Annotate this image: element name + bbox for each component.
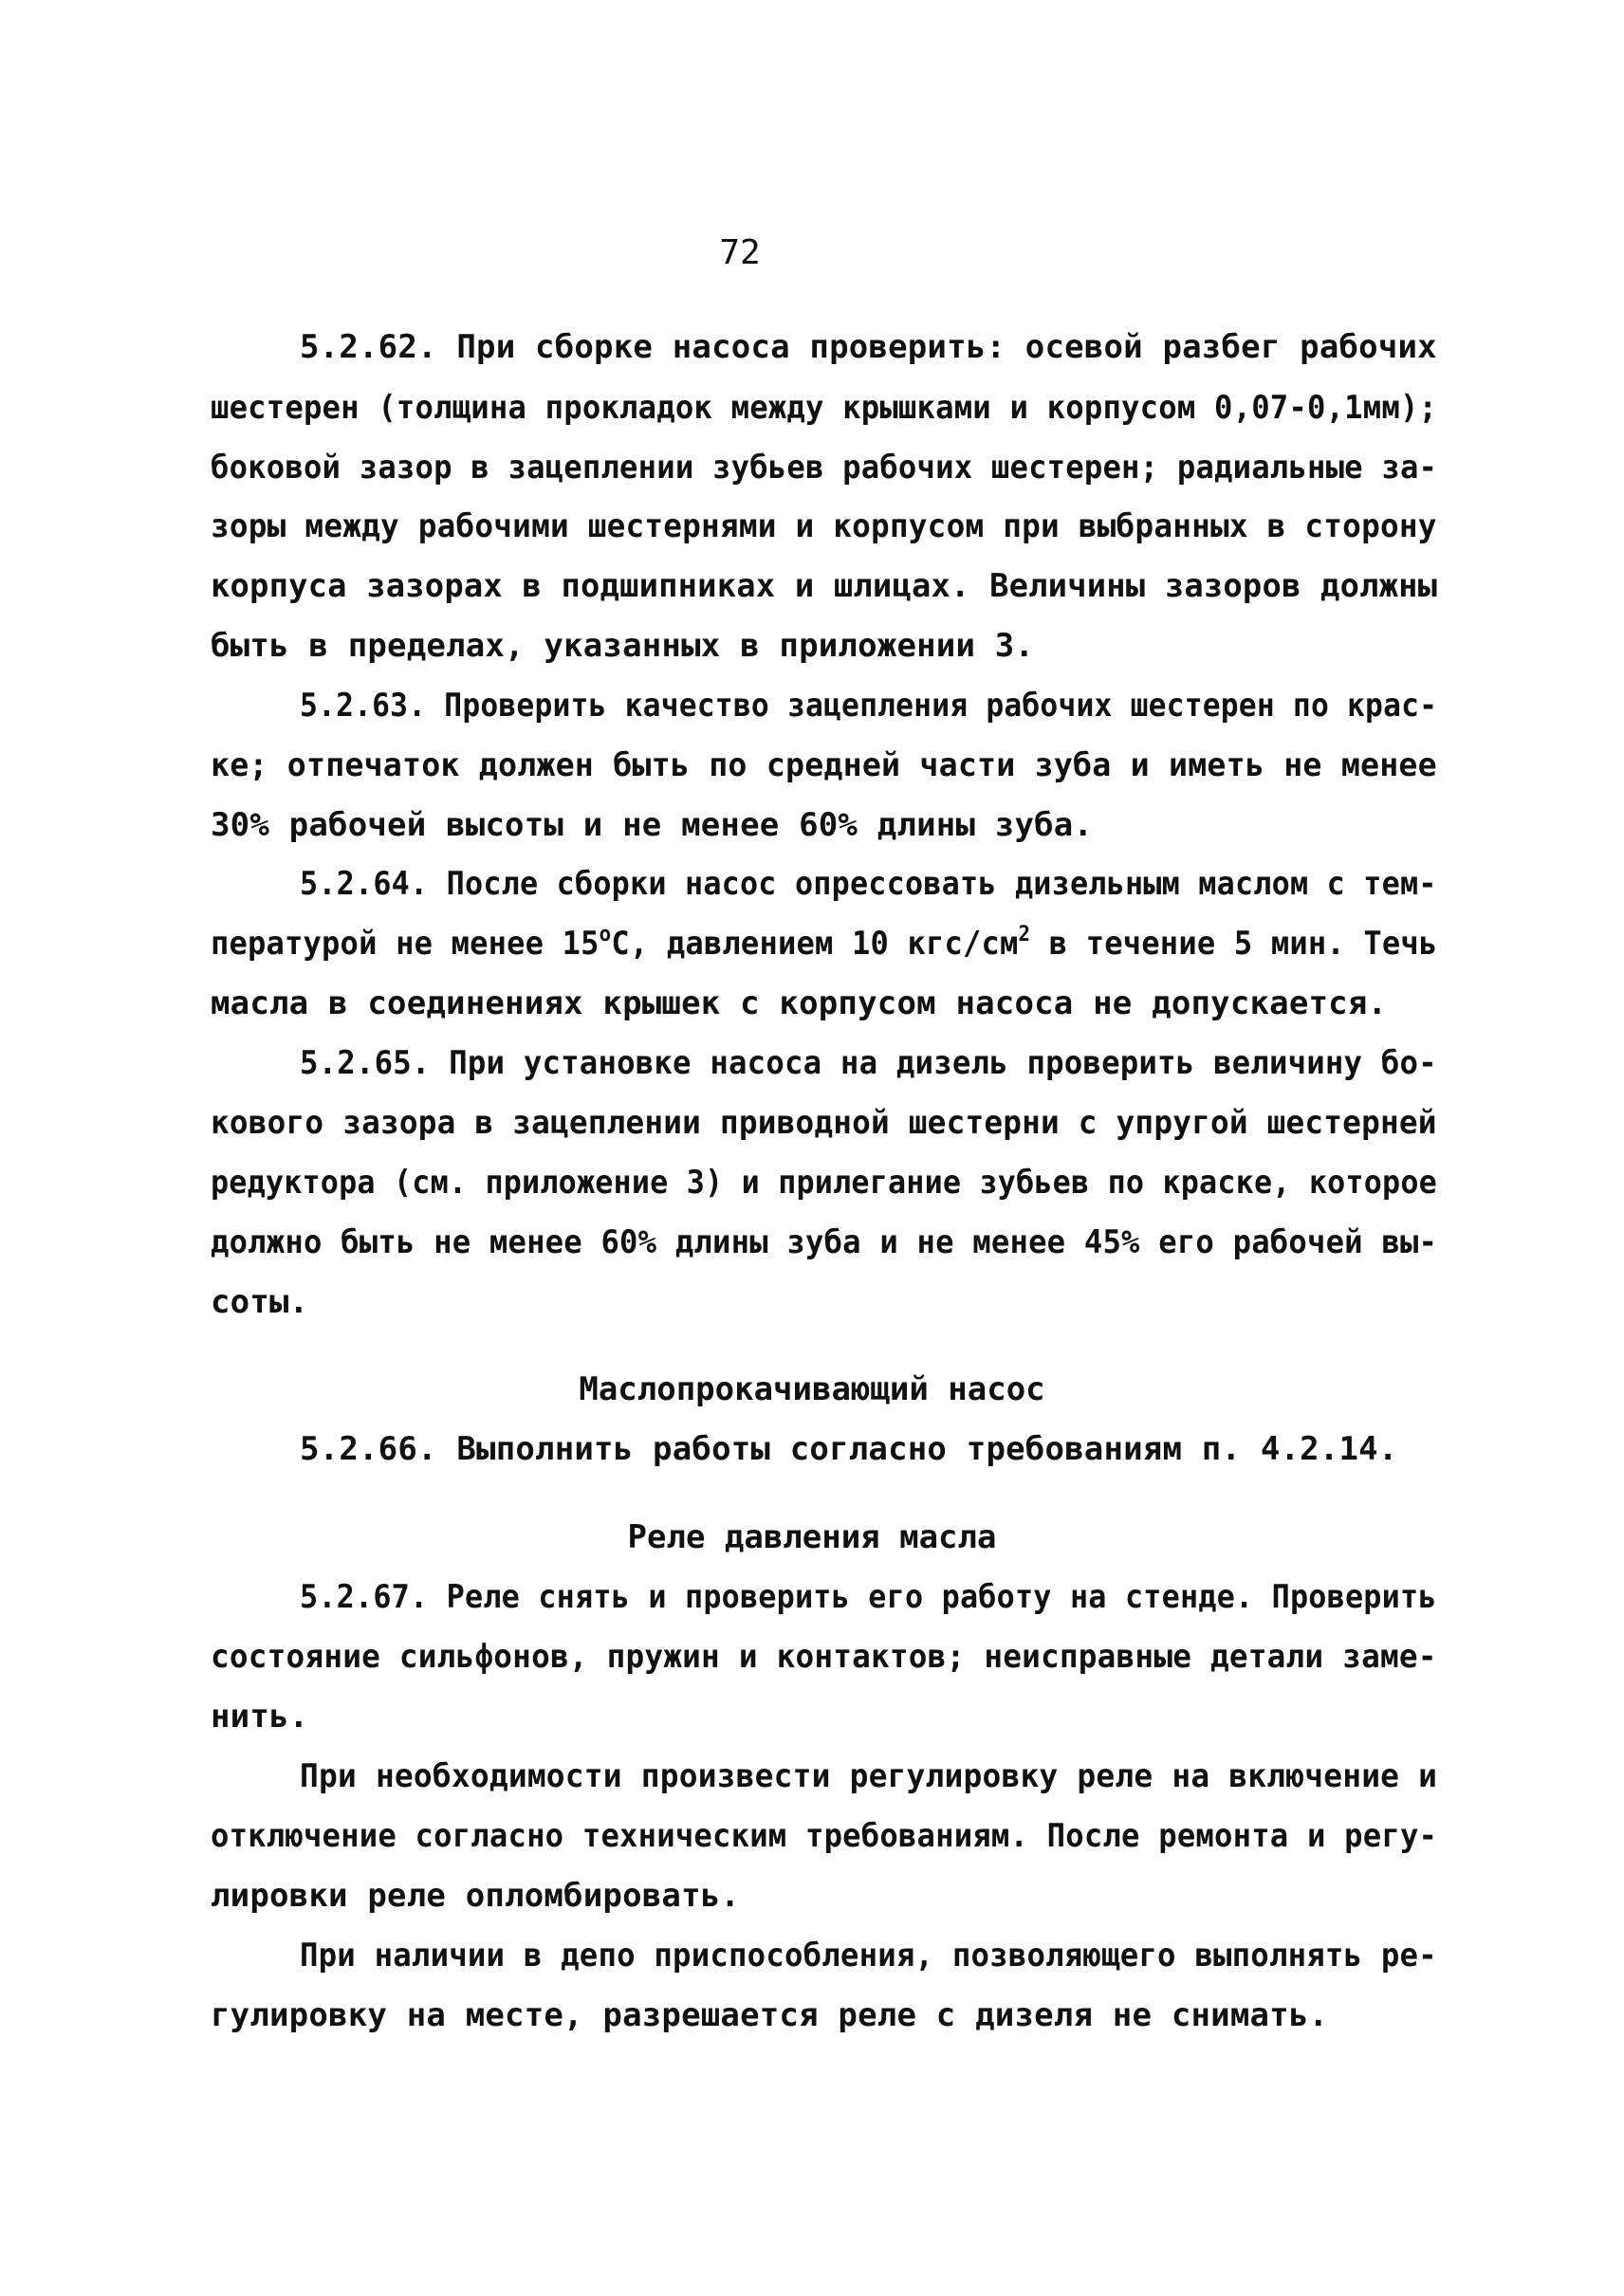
text-line: зоры между рабочими шестернями и корпусом при выбранных в сторону bbox=[211, 507, 1437, 545]
text-line: состояние сильфонов, пружин и контактов; неисправные детали заме- bbox=[211, 1638, 1437, 1676]
text-line: 5.2.64. После сборки насос опрессовать дизельным маслом с тем- bbox=[300, 865, 1437, 903]
degree-superscript: о bbox=[599, 923, 612, 946]
text-line: соты. bbox=[211, 1283, 309, 1321]
text-line: 5.2.67. Реле снять и проверить его работу на стенде. Проверить bbox=[300, 1578, 1437, 1616]
text-fragment: в течение 5 мин. Течь bbox=[1030, 925, 1438, 963]
text-line: нить. bbox=[211, 1698, 309, 1736]
text-line: 30% рабочей высоты и не менее 60% длины зуба. bbox=[211, 806, 1094, 844]
text-line: При наличии в депо приспособления, позволяющего выполнять ре- bbox=[300, 1937, 1437, 1975]
text-line: 5.2.66. Выполнить работы согласно требованиям п. 4.2.14. bbox=[300, 1430, 1398, 1468]
text-fragment: пературой не менее 15 bbox=[211, 925, 600, 963]
text-line: лировки реле опломбировать. bbox=[211, 1877, 741, 1915]
page-number: 72 bbox=[719, 233, 761, 272]
text-line: 5.2.65. При установке насоса на дизель проверить величину бо- bbox=[300, 1044, 1437, 1082]
text-line: ке; отпечаток должен быть по средней части зуба и иметь не менее bbox=[211, 746, 1437, 784]
text-line: шестерен (толщина прокладок между крышками и корпусом 0,07-0,1мм); bbox=[211, 389, 1438, 427]
text-line: отключение согласно техническим требованиям. После ремонта и регу- bbox=[211, 1817, 1438, 1855]
squared-superscript: 2 bbox=[1018, 923, 1031, 946]
text-line: должно быть не менее 60% длины зуба и не менее 45% его рабочей вы- bbox=[211, 1223, 1438, 1261]
text-line-with-superscripts bbox=[211, 925, 1437, 963]
text-line: корпуса зазорах в подшипниках и шлицах. Величины зазоров должны bbox=[211, 567, 1438, 605]
text-fragment: С, давлением 10 кгс/см bbox=[611, 925, 1019, 963]
text-line: редуктора (см. приложение 3) и прилегание зубьев по краске, которое bbox=[211, 1164, 1437, 1202]
text-line: масла в соединениях крышек с корпусом насоса не допускается. bbox=[211, 984, 1388, 1022]
text-line: гулировку на месте, разрешается реле с дизеля не снимать. bbox=[211, 1996, 1329, 2034]
text-line: 5.2.62. При сборке насоса проверить: осевой разбег рабочих bbox=[300, 328, 1437, 366]
section-heading-relay: Реле давления масла bbox=[627, 1518, 997, 1556]
section-heading-pump: Маслопрокачивающий насос bbox=[579, 1370, 1045, 1408]
text-line: При необходимости произвести регулировку реле на включение и bbox=[300, 1757, 1438, 1795]
text-line: быть в пределах, указанных в приложении 3. bbox=[211, 627, 1035, 665]
text-line: боковой зазор в зацеплении зубьев рабочих шестерен; радиальные за- bbox=[211, 449, 1438, 487]
text-line: кового зазора в зацеплении приводной шестерни с упругой шестерней bbox=[211, 1104, 1437, 1142]
text-line: 5.2.63. Проверить качество зацепления рабочих шестерен по крас- bbox=[300, 687, 1438, 725]
